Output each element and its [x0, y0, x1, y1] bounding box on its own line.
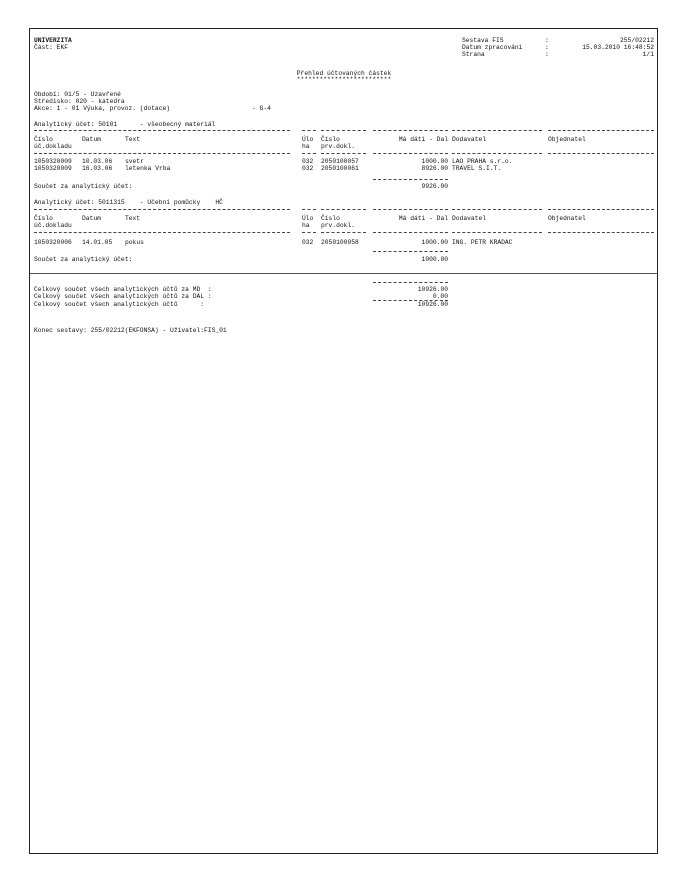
row-type: 032: [302, 158, 314, 165]
row-amount: 8926.00: [421, 165, 448, 172]
filter-center: Středisko: 020 - katedra: [34, 98, 125, 105]
col-doc-no-2: úč.dokladu: [34, 143, 72, 150]
col-doc-no-2: úč.dokladu: [34, 222, 72, 229]
row-date: 10.03.06: [82, 158, 113, 165]
processed-sep: :: [545, 44, 549, 51]
row-doc: 1050320009: [34, 158, 72, 165]
page-title: Přehled účtovaných částek: [296, 70, 392, 77]
row-supplier: TRAVEL S.I.T.: [452, 165, 502, 172]
report-footer: Konec sestavy: 255/02212(EKFONSA) - Uživatel:FIS_01: [34, 327, 227, 334]
processed-label: Datum zpracování: [462, 44, 523, 51]
section-sum-value: 1000.00: [421, 256, 448, 263]
row-supplier: ING. PETR KRADAC: [452, 239, 513, 246]
row-doc: 1050320009: [34, 165, 72, 172]
section-sum-value: 9926.00: [421, 183, 448, 190]
col-type-2: ha: [302, 143, 310, 150]
col-type-2: ha: [302, 222, 310, 229]
report-page: [29, 28, 658, 854]
row-prim: 2050100058: [321, 239, 359, 246]
col-supplier: Dodavatel: [452, 136, 487, 143]
col-prim: Číslo: [321, 136, 340, 143]
col-date: Datum: [82, 136, 101, 143]
col-prim: Číslo: [321, 215, 340, 222]
total-dal-value: 0.00: [432, 293, 448, 300]
total-all-label: Celkový součet všech analytických účtů :: [34, 301, 205, 308]
filter-period: Období: 01/5 - Uzavřené: [34, 91, 121, 98]
col-type: Úlo: [302, 136, 314, 143]
col-type: Úlo: [302, 215, 314, 222]
col-doc-no: Číslo: [34, 136, 53, 143]
row-date: 14.01.05: [82, 239, 113, 246]
section-heading: Analytický účet: 50101 - všeobecný materiál: [34, 121, 216, 128]
org-name: UNIVERZITA: [34, 37, 72, 44]
section-heading: Analytický účet: 5011315 - Učební pomůcky HČ: [34, 199, 223, 206]
col-prim-2: prv.dokl.: [321, 143, 356, 150]
page-label: Strana: [462, 51, 485, 58]
col-date: Datum: [82, 215, 101, 222]
system-label: Sestava FIS: [462, 37, 504, 44]
row-type: 032: [302, 165, 314, 172]
section-sum-label: Součet za analytický účet:: [34, 183, 133, 190]
page-sep: :: [545, 51, 549, 58]
row-text: pokus: [125, 239, 144, 246]
filter-action: Akce: 1 - 01 Výuka, provoz. (dotace): [34, 105, 171, 112]
page-value: 1/1: [642, 51, 654, 58]
col-amount: Má dáti - Dal: [398, 215, 448, 222]
separator-line: [30, 273, 657, 274]
col-amount: Má dáti - Dal: [398, 136, 448, 143]
row-prim: 2050100057: [321, 158, 359, 165]
row-prim: 2050100061: [321, 165, 359, 172]
filter-action-code: - G-4: [252, 105, 271, 112]
row-date: 16.03.06: [82, 165, 113, 172]
title-underline: *************************: [296, 76, 392, 83]
part-label: Část: EKF: [34, 44, 69, 51]
row-text: svetr: [125, 158, 144, 165]
col-text: Text: [125, 136, 141, 143]
row-text: letenka Vrba: [125, 165, 171, 172]
total-dal-label: Celkový součet všech analytických účtů za DAL :: [34, 293, 212, 300]
col-order: Objednatel: [548, 215, 586, 222]
col-order: Objednatel: [548, 136, 586, 143]
row-doc: 1050320006: [34, 239, 72, 246]
report-code: 255/02212: [619, 37, 654, 44]
section-sum-label: Součet za analytický účet:: [34, 256, 133, 263]
row-type: 032: [302, 239, 314, 246]
col-text: Text: [125, 215, 141, 222]
row-amount: 1000.00: [421, 158, 448, 165]
total-md-value: 10926.00: [417, 286, 448, 293]
row-supplier: LAO PRAHA s.r.o.: [452, 158, 513, 165]
processed-value: 15.03.2010 16:48:52: [582, 44, 654, 51]
row-amount: 1000.00: [421, 239, 448, 246]
system-sep: :: [545, 37, 549, 44]
col-prim-2: prv.dokl.: [321, 222, 356, 229]
col-supplier: Dodavatel: [452, 215, 487, 222]
total-md-label: Celkový součet všech analytických účtů za MD :: [34, 286, 212, 293]
col-doc-no: Číslo: [34, 215, 53, 222]
total-all-value: 10926.00: [417, 301, 448, 308]
